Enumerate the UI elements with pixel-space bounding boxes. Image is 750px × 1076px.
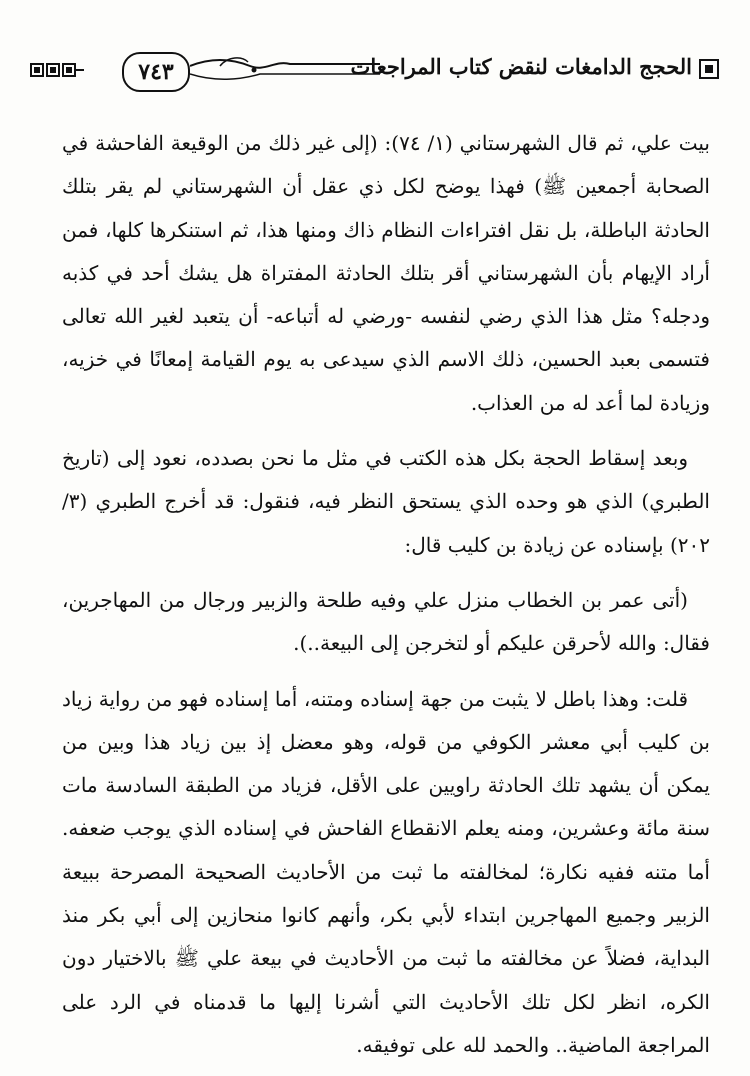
page-header [30,52,720,92]
paragraph: بيت علي، ثم قال الشهرستاني (١/ ٧٤): (إلى غير ذلك من الوقيعة الفاحشة في الصحابة أجمعين ﷺ) فهذا يوضح لكل ذي عقل أن الشهرستاني لم يقر بتلك الحادثة الباطلة، بل نقل افتراءات النظام ذاك ومنها هذا، ثم استنكرها كلها، فمن أراد الإيهام بأن الشهرستاني أقر بتلك الحادثة المفتراة هل يشك أحد في كذبه ودجله؟ مثل هذا الذي رضي لنفسه -ورضي له أتباعه- أن يتعبد لغير الله تعالى فتسمى بعبد الحسين، ذلك الاسم الذي سيدعى به يوم القيامة إمعانًا في خزيه، وزيادة لما أعد له من العذاب. [62,131,710,415]
page-number: ٧٤٣ [138,59,174,85]
paragraph: وبعد إسقاط الحجة بكل هذه الكتب في مثل ما نحن بصدده، نعود إلى (تاريخ الطبري) الذي هو وحده الذي يستحق النظر فيه، فنقول: قد أخرج الطبري (٣/ ٢٠٢) بإسناده عن زيادة بن كليب قال: [62,446,710,557]
ornament-left-icon [30,62,84,78]
paragraph: قلت: وهذا باطل لا يثبت من جهة إسناده ومتنه، أما إسناده فهو من رواية زياد بن كليب أبي معشر الكوفي من قوله، وهو معضل إذ بين زياد هذا وبين من يمكن أن يشهد تلك الحادثة راويين على الأقل، فزياد من الطبقة السادسة مات سنة مائة وعشرين، ومنه يعلم الانقطاع الفاحش في إسناده الذي يوجب ضعفه. أما متنه ففيه نكارة؛ لمخالفته ما ثبت من الأحاديث الصحيحة المصرحة ببيعة الزبير وجميع المهاجرين ابتداء لأبي بكر، وأنهم كانوا منحازين إلى أبي بكر منذ البداية، فضلاً عن مخالفته ما ثبت من الأحاديث في بيعة علي ﷺ بالاختيار دون الكره، انظر لكل تلك الأحاديث التي أشرنا إليها ما قدمناه في الرد على المراجعة الماضية.. والحمد لله على توفيقه. [62,686,710,1057]
quoted-narration: (أتى عمر بن الخطاب منزل علي وفيه طلحة والزبير ورجال من المهاجرين، فقال: والله لأحرقن عليكم أو لتخرجن إلى البيعة..). [62,587,710,656]
page-body [62,122,710,1067]
title-ornament-icon [698,58,720,80]
page-number-badge [122,52,190,92]
running-title: الحجج الدامغات لنقض كتاب المراجعات [350,54,692,79]
